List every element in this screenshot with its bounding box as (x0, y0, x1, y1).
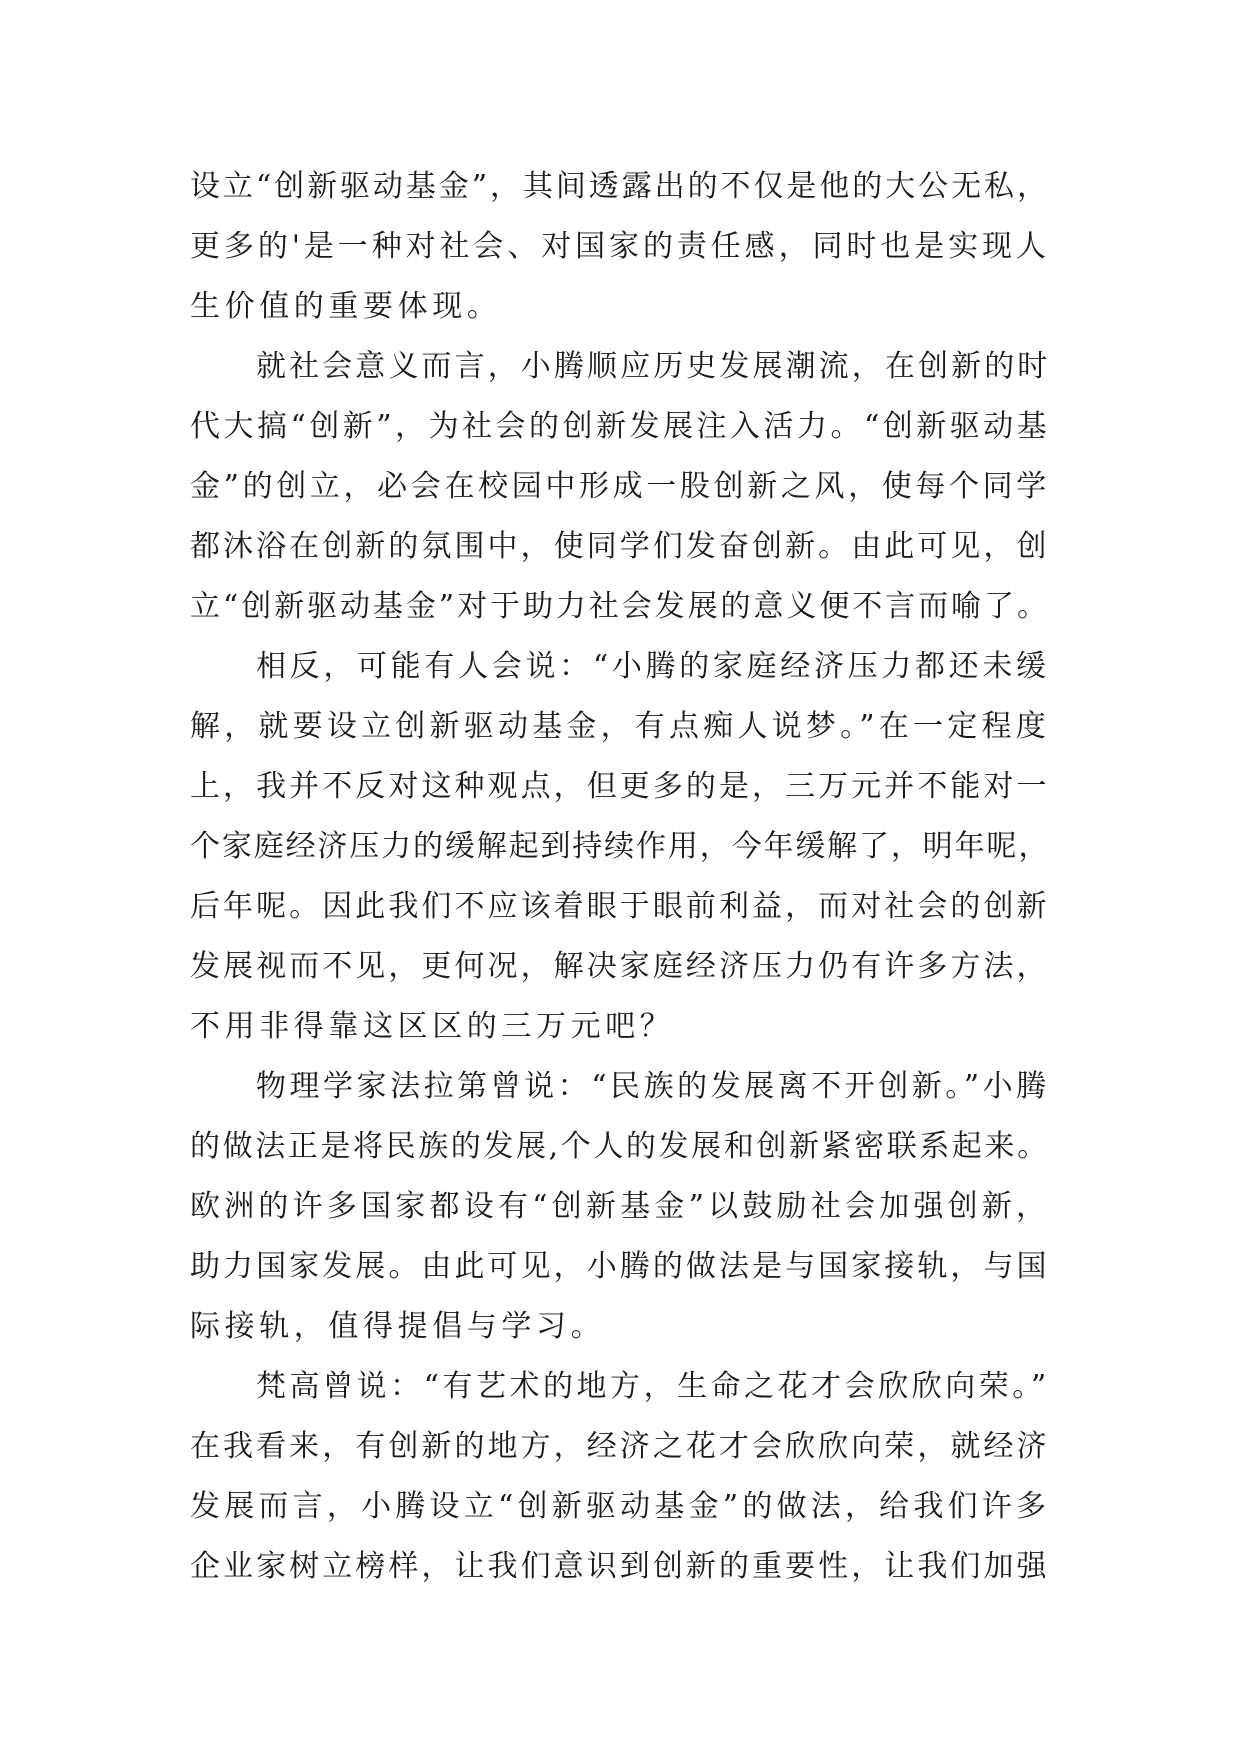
text-line: 发展而言，小腾设立“创新驱动基金”的做法，给我们许多 (190, 1489, 1050, 1524)
text-line: 企业家树立榜样，让我们意识到创新的重要性，让我们加强 (190, 1549, 1050, 1584)
text-line: 生价值的重要体现。 (190, 289, 502, 324)
text-line: 代大搞“创新”，为社会的创新发展注入活力。“创新驱动基 (190, 409, 1050, 444)
text-line: 不用非得靠这区区的三万元吧？ (190, 1009, 675, 1044)
text-line: 的做法正是将民族的发展,个人的发展和创新紧密联系起来。 (190, 1129, 1050, 1164)
text-line: 助力国家发展。由此可见，小腾的做法是与国家接轨，与国 (190, 1249, 1050, 1284)
paragraph-first-line: 就社会意义而言，小腾顺应历史发展潮流，在创新的时 (256, 349, 1050, 384)
text-line: 金”的创立，必会在校园中形成一股创新之风，使每个同学 (190, 469, 1050, 504)
text-line: 际接轨，值得提倡与学习。 (190, 1309, 606, 1344)
text-line: 设立“创新驱动基金”，其间透露出的不仅是他的大公无私， (190, 169, 1050, 204)
paragraph-first-line: 相反，可能有人会说：“小腾的家庭经济压力都还未缓 (256, 649, 1050, 684)
text-line: 欧洲的许多国家都设有“创新基金”以鼓励社会加强创新， (190, 1189, 1050, 1224)
text-line: 更多的'是一种对社会、对国家的责任感，同时也是实现人 (190, 229, 1050, 264)
paragraph-first-line: 物理学家法拉第曾说：“民族的发展离不开创新。”小腾 (256, 1069, 1050, 1104)
text-line: 后年呢。因此我们不应该着眼于眼前利益，而对社会的创新 (190, 889, 1050, 924)
text-line: 立“创新驱动基金”对于助力社会发展的意义便不言而喻了。 (190, 589, 1050, 624)
paragraph-first-line: 梵高曾说：“有艺术的地方，生命之花才会欣欣向荣。” (256, 1369, 1050, 1404)
document-body (190, 157, 1050, 1597)
text-line: 上，我并不反对这种观点，但更多的是，三万元并不能对一 (190, 769, 1050, 804)
text-line: 都沐浴在创新的氛围中，使同学们发奋创新。由此可见，创 (190, 529, 1050, 564)
text-line: 解，就要设立创新驱动基金，有点痴人说梦。”在一定程度 (190, 709, 1050, 744)
text-line: 发展视而不见，更何况，解决家庭经济压力仍有许多方法， (190, 949, 1050, 984)
text-line: 在我看来，有创新的地方，经济之花才会欣欣向荣，就经济 (190, 1429, 1050, 1464)
text-line: 个家庭经济压力的缓解起到持续作用，今年缓解了，明年呢， (190, 829, 1050, 864)
